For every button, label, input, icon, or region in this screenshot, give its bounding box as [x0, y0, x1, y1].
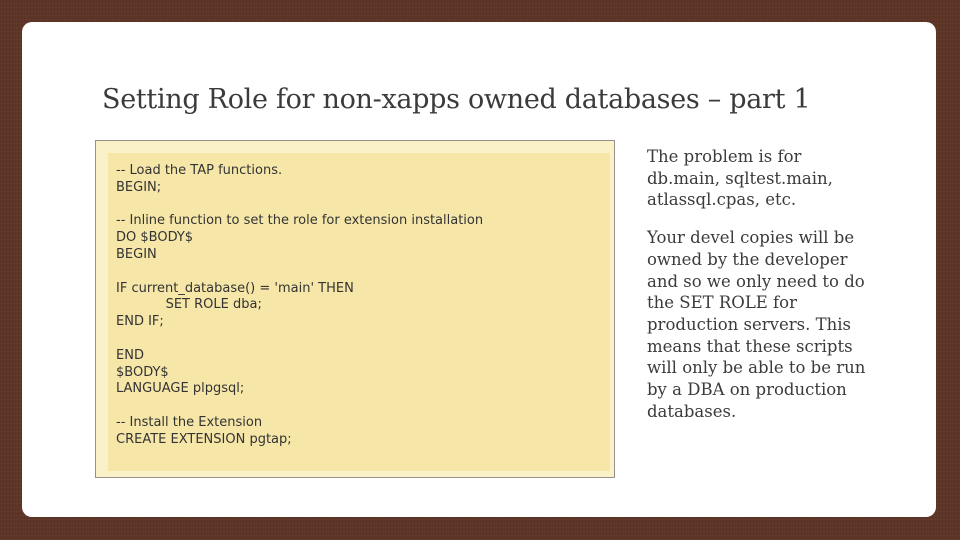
note-paragraph-2: Your devel copies will be owned by the developer and so we only need to do the SET ROLE for production servers. This means that these scripts will only be able to be run by a DBA on production databases. [647, 228, 866, 421]
slide [22, 22, 936, 517]
notes-panel [647, 146, 867, 438]
note-paragraph-1: The problem is for db.main, sqltest.main, atlassql.cpas, etc. [647, 147, 833, 210]
code-frame [95, 140, 615, 478]
code-box [108, 153, 610, 471]
slide-title: Setting Role for non-xapps owned databases – part 1 [102, 84, 811, 115]
code-snippet: -- Load the TAP functions. BEGIN; -- Inline function to set the role for extension installation DO $BODY$ BEGIN IF current_database() = 'main' THEN SET ROLE dba; END IF; END $BODY$ LANGUAGE plpgsql; -- Install the Extension CREATE EXTENSION pgtap; [116, 163, 484, 447]
